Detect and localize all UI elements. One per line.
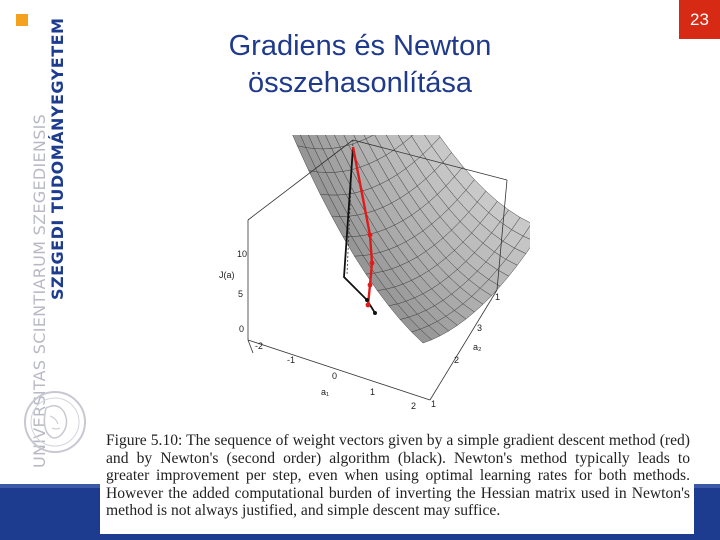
surface-mesh [263,135,530,343]
a1-tick: -1 [287,355,296,365]
gradient-step-marker [368,233,373,238]
back-edge-tick: 1 [495,292,501,302]
a2-axis-label: a₂ [473,342,482,352]
university-seal [20,372,90,472]
university-name: SZEGEDI TUDOMÁNYEGYETEM [48,17,67,300]
slide-title-line-2: összehasonlítása [247,67,473,99]
gradient-step-marker [366,303,371,308]
a2-tick: 2 [454,355,460,365]
gradient-step-marker [370,261,375,266]
figure-caption: Figure 5.10: The sequence of weight vectors given by a simple gradient descent method (red) and by Newton's (second order) algorithm (black). Newton's method typically leads to greater improvement per step, even when using optimal learning rates for both methods. However the added computational burden of inverting the Hessian matrix used in Newton's method is not always justified, and simple descent may suffice. [106,432,690,520]
a1-tick: -2 [255,341,264,351]
a1-tick: 1 [370,387,376,397]
z-axis-label: J(a) [219,270,235,280]
z-tick: 5 [238,289,244,299]
surface-plot [205,135,530,425]
newton-step-marker [365,298,369,302]
gradient-step-marker [368,283,373,288]
slide-title [150,28,570,102]
z-tick: 10 [237,249,248,259]
newton-step-marker [373,311,377,315]
a2-tick: 1 [431,399,437,409]
a1-tick: 2 [411,401,417,411]
slide-title-line-1: Gradiens és Newton [228,30,492,62]
university-latin-name: UNIVERSITAS SCIENTIARUM SZEGEDIENSIS [30,113,49,468]
brand-accent-square [16,14,28,26]
z-tick: 0 [239,324,245,334]
a1-tick: 0 [332,371,338,381]
page-number-badge: 23 [679,0,720,39]
a2-tick: 3 [477,323,483,333]
a1-axis-label: a₁ [321,387,330,397]
